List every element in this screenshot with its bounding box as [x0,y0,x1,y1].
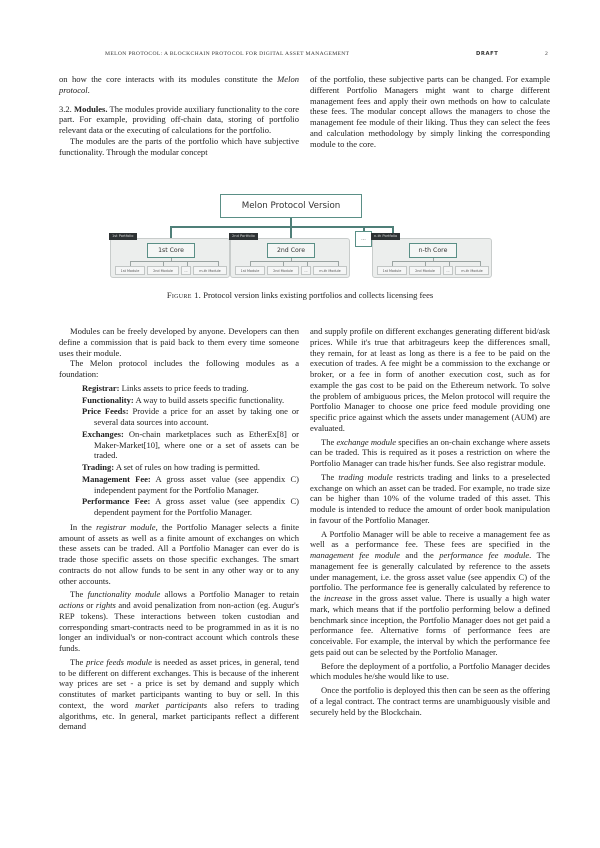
definition-desc: Links assets to price feeds to trading. [121,382,249,393]
definition-desc: A gross asset value (see appendix C) dependent payment for the Portfolio Manager. [94,496,299,517]
definition-item [59,462,299,473]
definition-desc: A set of rules on how trading is permitted. [115,462,260,472]
core-box: 2nd Core [267,243,315,258]
figure-caption [0,290,600,300]
section-title: Modules. [74,103,108,114]
text: or [83,600,96,610]
text: A Portfolio Manager will be able to receive a management fee as well as a performance fee. These fees are specified in the [310,528,550,550]
running-title: MELON PROTOCOL: A BLOCKCHAIN PROTOCOL FOR DIGITAL ASSET MANAGEMENT [105,51,350,57]
definition-term: Trading: [82,462,115,472]
intro-italic: Melon protocol [59,74,299,95]
paragraph-exchange [310,437,550,469]
text: allows a Portfolio Manager to retain [160,589,300,600]
module-box: ... [181,266,191,275]
paragraph: and supply profile on different exchanges generating different bid/ask prices. While it's true that arbitrageurs keep the differences small, they remain, for at least as long as there is a fee to be paid on the execution of trades. A fee might be a commission to the exchange or broker, or a fee in form of another execution cost, such as for example the gas cost to be paid on the Ethereum network. To solve the problem of ambiguous prices, the Melon protocol will require the Portfolio Manager to choose one price feed module providing one specific price against which the assets under management (AUM) are evaluated. [310,326,550,433]
bottom-right-column [310,326,550,717]
definition-item [59,395,299,406]
module-box: 2nd Module [267,266,299,275]
text: , the Portfolio Manager selects a finite amount of assets as well as a finite amount of exchanges on which these assets can be traded. All a Portfolio Manager can ever do is trade those specific assets on those specific exchanges. The smart contracts do not allow funds to be sent in any other way or to any other accounts. [59,521,300,586]
definition-item [59,406,299,428]
section-text: The modules provide auxiliary functionality to the core part. For example, providing off-chain data, storing of portfolio relevant data or the executing of calculations for the portfolio. [59,103,299,135]
portfolio-box [230,234,350,278]
paragraph-price-feeds [59,657,299,732]
definition-desc: A way to build assets specific functionality. [135,394,285,405]
bottom-left-column [59,326,299,732]
module-box: 1st Module [115,266,145,275]
definition-item [59,474,299,496]
intro-end: . [87,84,90,95]
module-box: m-th Module [193,266,227,275]
core-box: 1st Core [147,243,195,258]
text: in the gross asset value. There is usually a high water mark, which means that if the portfolio performing below a defined benchmark since inception, the Portfolio Manager does not get paid a performance fee. Alternative forms of performance fees are conceivable. For example, the interval by which the performance fee gets paid out can be selected by the Portfolio Manager. [310,593,550,657]
portfolio-tag: 2nd Portfolio [229,233,258,240]
connector-line [290,218,292,226]
module-box: ... [443,266,453,275]
definition-term: Price Feeds: [82,406,129,417]
text: and avoid penalization from non-action (eg. Augur's REP tokens). These interactions between token custodian and corresponding smart-contracts need to be programmed in as it is no longer an individual's or non-contract account which controls these funds. [59,600,300,653]
text: is needed as asset prices, in general, tend to be different on different exchanges. This is because of the inherent way prices are set - a price is set by demand and supply which constitutes of market participants wanting to buy or sell. In this context, the word [59,656,299,710]
portfolio-box [110,234,230,278]
connector-line [433,258,434,261]
module-box: 2nd Module [409,266,441,275]
text: In the [70,521,97,532]
definition-term: Exchanges: [82,428,124,439]
paragraph-trading [310,472,550,526]
portfolio-tag: 1st Portfolio [109,233,137,240]
definition-desc: A gross asset value (see appendix C) independent payment for the Portfolio Manager. [94,473,299,495]
paragraph-fees [310,529,550,658]
definition-desc: On-chain marketplaces such as EtherEx[8] or Maker-Market[10], where one or a set of assets can be traded. [94,428,299,461]
module-box: ... [301,266,311,275]
paragraph: of the portfolio, these subjective parts can be changed. For example different Portfolio Managers might want to charge different management fees and apply their own methods on how to calculate these fees. The modular concept allows the managers to chose the management fee module of their liking. Thus they can select the fees and calculation methodology by simply linking the corresponding module to the core. [310,74,550,149]
top-left-column [59,74,299,157]
italic-term: trading module [338,471,393,482]
italic-term: registrar module [96,521,156,532]
module-box: m-th Module [455,266,489,275]
text: specifies an on-chain exchange where assets can be traded. This is required as it poses a restriction on where the Portfolio Manager can trade his/her funds. See also registrar module. [310,436,550,468]
portfolio-tag: n-th Portfolio [371,233,400,240]
module-box: m-th Module [313,266,347,275]
connector-line [291,258,292,261]
italic-term: management fee module [310,550,400,560]
paragraph: Once the portfolio is deployed this then can be seen as the offering of a legal contract. The contract terms are unambiguously visible and securely held by the Blockchain. [310,685,550,717]
definition-desc: Provide a price for an asset by taking one or several data sources into account. [94,406,299,427]
italic-term: rights [95,600,116,610]
module-box: 2nd Module [147,266,179,275]
italic-term: functionality module [87,589,161,600]
connector-line [392,261,480,262]
text: The [321,436,337,447]
definition-term: Functionality: [82,394,134,405]
figure-1-diagram [110,190,490,278]
intro-paragraph [59,74,299,96]
italic-term: performance fee module [439,550,530,560]
definition-term: Registrar: [82,382,120,393]
section-modules [59,104,299,136]
text: also refers to trading algorithms, etc. In general, market participants reflect a different demand [59,699,299,732]
italic-term: actions [59,600,84,610]
connector-line [170,226,392,228]
intro-text: on how the core interacts with its modules constitute the [59,74,273,84]
ellipsis-box: ... [355,231,372,247]
connector-line [250,261,338,262]
italic-term: increase [323,593,353,603]
top-right-column [310,74,550,149]
paragraph: Before the deployment of a portfolio, a Portfolio Manager decides which modules he/she would like to use. [310,660,550,682]
module-definition-list [59,383,299,518]
paragraph-functionality [59,589,299,654]
caption-label: Figure 1. [166,290,202,300]
text: and the [399,550,440,560]
protocol-version-box: Melon Protocol Version [220,194,362,218]
definition-item [59,496,299,518]
paragraph: Modules can be freely developed by anyone. Developers can then define a commission that is paid back to them every time someone uses their module. [59,326,299,358]
paragraph: The Melon protocol includes the following modules as a foundation: [59,358,299,379]
section-number: 3.2. [59,103,72,114]
definition-item [59,429,299,461]
italic-term: price feeds module [86,656,152,667]
text: . The management fee is generally calculated by reference to the assets under management, i.e. the gross asset value (see appendix C) of the portfolio. The performance fee is generally calculated by reference to the [310,550,550,603]
running-header [90,51,549,61]
paragraph-registrar [59,522,299,587]
connector-line [130,261,218,262]
paragraph: The modules are the parts of the portfolio which have subjective functionality. Through the modular concept [59,135,299,157]
italic-term: market participants [135,699,208,710]
caption-text: Protocol version links existing portfolios and collects licensing fees [203,290,434,300]
core-box: n-th Core [409,243,457,258]
definition-term: Performance Fee: [82,496,151,507]
module-box: 1st Module [235,266,265,275]
portfolio-box [372,234,492,278]
text: The [70,656,87,667]
text: restricts trading and links to a preselected exchange on which an asset can be traded. For example, no trade size can be higher than 10% of the volume traded of this asset. This module is intended to reduce the amount of order book manipulation in favour of the Portfolio Manager. [310,471,550,525]
draft-label: DRAFT [476,51,499,57]
page-number: 2 [545,51,549,57]
text: The [321,471,339,482]
definition-item [59,383,299,394]
module-box: 1st Module [377,266,407,275]
definition-term: Management Fee: [82,473,151,484]
connector-line [171,258,172,261]
text: The [70,589,88,600]
italic-term: exchange module [336,436,397,447]
